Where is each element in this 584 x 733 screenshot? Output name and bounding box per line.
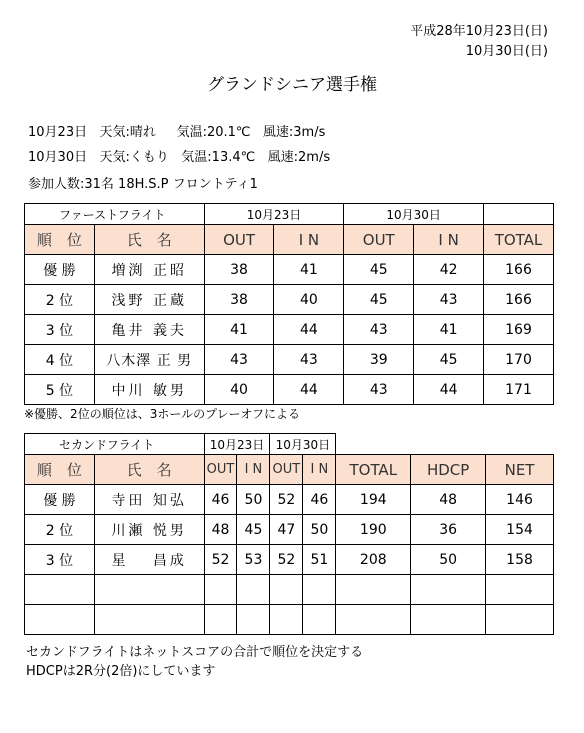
player-name: 寺田 知弘 [94, 485, 204, 515]
second-flight-table [24, 433, 554, 635]
flight-header-row [25, 434, 554, 455]
blank-cell [336, 434, 411, 455]
in1: 53 [237, 545, 270, 575]
in1: 50 [237, 485, 270, 515]
col-hdcp: HDCP [411, 455, 486, 485]
col-name: 氏 名 [94, 225, 204, 255]
col-rank: 順 位 [25, 455, 95, 485]
col-out1: OUT [204, 455, 237, 485]
out1: 46 [204, 485, 237, 515]
column-header-row [25, 225, 554, 255]
hdcp: 36 [411, 515, 486, 545]
out2: 45 [344, 285, 414, 315]
col-in1: I N [274, 225, 344, 255]
condition-wind: 風速:2m/s [267, 150, 331, 165]
rank: 4 位 [25, 345, 95, 375]
rank: 優 勝 [25, 255, 95, 285]
condition-temp: 気温:13.4℃ [181, 150, 256, 165]
condition-weather: 天気:くもり [99, 150, 169, 165]
in2: 43 [414, 285, 484, 315]
blank-cell [484, 204, 554, 225]
day1-label: 10月23日 [204, 434, 270, 455]
table-row [25, 255, 554, 285]
player-name: 増渕 正昭 [94, 255, 204, 285]
total: 171 [484, 375, 554, 405]
in1: 44 [274, 375, 344, 405]
out2: 52 [270, 485, 303, 515]
empty-row [25, 575, 554, 605]
col-in2: I N [414, 225, 484, 255]
in1: 43 [274, 345, 344, 375]
col-in1: I N [237, 455, 270, 485]
player-name: 星 昌成 [94, 545, 204, 575]
out1: 48 [204, 515, 237, 545]
out2: 45 [344, 255, 414, 285]
in1: 45 [237, 515, 270, 545]
in2: 45 [414, 345, 484, 375]
col-in2: I N [303, 455, 336, 485]
rank: 3 位 [25, 545, 95, 575]
out2: 43 [344, 315, 414, 345]
hdcp: 48 [411, 485, 486, 515]
out1: 40 [204, 375, 274, 405]
out1: 41 [204, 315, 274, 345]
playoff-note: ※優勝、2位の順位は、3ホールのプレーオフによる [24, 407, 301, 421]
out2: 43 [344, 375, 414, 405]
conditions-row-1 [28, 121, 325, 140]
col-rank: 順 位 [25, 225, 95, 255]
rank: 3 位 [25, 315, 95, 345]
hdcp: 50 [411, 545, 486, 575]
condition-weather: 天気:晴れ [99, 125, 156, 140]
participants-info: 参加人数:31名 18H.S.P フロントティ1 [28, 177, 258, 192]
total: 166 [484, 285, 554, 315]
total: 208 [336, 545, 411, 575]
first-flight-table [24, 203, 554, 405]
out1: 43 [204, 345, 274, 375]
column-header-row [25, 455, 554, 485]
empty-row [25, 605, 554, 635]
blank-cell [411, 434, 486, 455]
condition-date: 10月30日 [28, 150, 88, 165]
footer-note-2: HDCPは2R分(2倍)にしています [26, 664, 216, 679]
in2: 51 [303, 545, 336, 575]
net: 158 [486, 545, 554, 575]
col-total: TOTAL [484, 225, 554, 255]
table-row [25, 285, 554, 315]
total: 170 [484, 345, 554, 375]
flight-header-row [25, 204, 554, 225]
day2-label: 10月30日 [344, 204, 484, 225]
condition-temp: 気温:20.1℃ [176, 125, 251, 140]
day2-label: 10月30日 [270, 434, 336, 455]
condition-wind: 風速:3m/s [262, 125, 326, 140]
total: 166 [484, 255, 554, 285]
player-name: 中川 敏男 [94, 375, 204, 405]
player-name: 八木澤 正 男 [94, 345, 204, 375]
in2: 42 [414, 255, 484, 285]
table-row [25, 545, 554, 575]
player-name: 浅野 正蔵 [94, 285, 204, 315]
total: 194 [336, 485, 411, 515]
footer-note-1: セカンドフライトはネットスコアの合計で順位を決定する [26, 645, 364, 660]
col-out1: OUT [204, 225, 274, 255]
out1: 38 [204, 285, 274, 315]
blank-cell [486, 434, 554, 455]
day1-label: 10月23日 [204, 204, 344, 225]
player-name: 亀井 義夫 [94, 315, 204, 345]
flight-label: セカンドフライト [25, 434, 205, 455]
table-row [25, 345, 554, 375]
net: 154 [486, 515, 554, 545]
conditions-row-2 [28, 146, 330, 165]
rank: 5 位 [25, 375, 95, 405]
col-net: NET [486, 455, 554, 485]
out1: 52 [204, 545, 237, 575]
date-line-2: 10月30日(日) [465, 44, 548, 59]
date-line-1: 平成28年10月23日(日) [410, 24, 548, 39]
out2: 52 [270, 545, 303, 575]
rank: 2 位 [25, 515, 95, 545]
col-out2: OUT [270, 455, 303, 485]
net: 146 [486, 485, 554, 515]
page-title: グランドシニア選手権 [207, 75, 377, 95]
table-row [25, 485, 554, 515]
in1: 44 [274, 315, 344, 345]
out1: 38 [204, 255, 274, 285]
in2: 44 [414, 375, 484, 405]
total: 190 [336, 515, 411, 545]
total: 169 [484, 315, 554, 345]
in2: 41 [414, 315, 484, 345]
out2: 47 [270, 515, 303, 545]
player-name: 川瀬 悦男 [94, 515, 204, 545]
col-name: 氏 名 [94, 455, 204, 485]
condition-date: 10月23日 [28, 125, 88, 140]
table-row [25, 315, 554, 345]
in2: 46 [303, 485, 336, 515]
table-row [25, 375, 554, 405]
rank: 2 位 [25, 285, 95, 315]
col-total: TOTAL [336, 455, 411, 485]
out2: 39 [344, 345, 414, 375]
rank: 優 勝 [25, 485, 95, 515]
flight-label: ファーストフライト [25, 204, 205, 225]
in1: 41 [274, 255, 344, 285]
in1: 40 [274, 285, 344, 315]
col-out2: OUT [344, 225, 414, 255]
table-row [25, 515, 554, 545]
in2: 50 [303, 515, 336, 545]
